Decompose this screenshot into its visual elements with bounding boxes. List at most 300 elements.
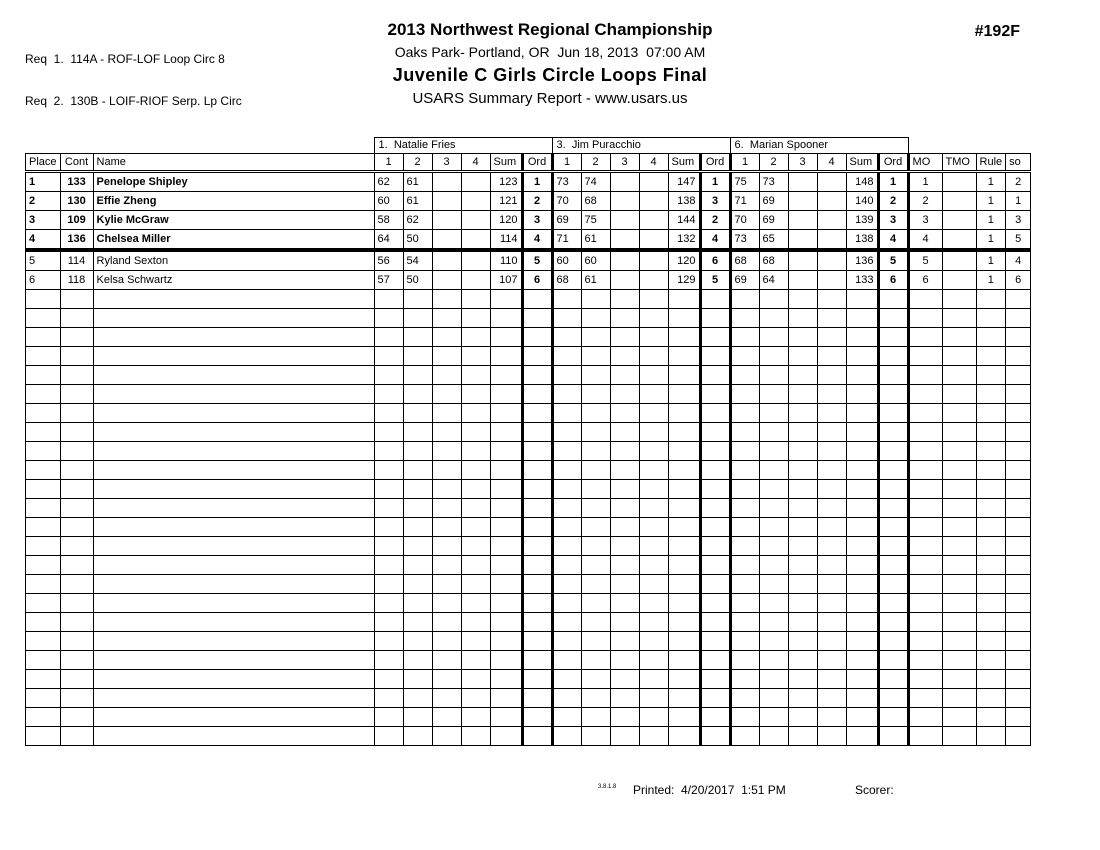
cell-score	[432, 309, 461, 328]
cell-score	[552, 689, 581, 708]
cell-tmo	[942, 250, 976, 271]
cell-rule	[976, 480, 1006, 499]
cell-score	[610, 328, 639, 347]
cell-score	[374, 689, 403, 708]
empty-row	[26, 366, 1031, 385]
cell-ord: 5	[878, 250, 908, 271]
cell-sum	[668, 309, 700, 328]
cell-name: Effie Zheng	[93, 192, 374, 211]
cell-sum	[490, 708, 522, 727]
cell-sum	[668, 594, 700, 613]
cell-sum	[668, 442, 700, 461]
cell-score: 61	[581, 271, 610, 290]
cell-sum	[668, 385, 700, 404]
cell-rule: 1	[976, 230, 1006, 251]
cell-score	[788, 708, 817, 727]
cell-ord	[878, 708, 908, 727]
cell-rule	[976, 670, 1006, 689]
cell-score	[552, 537, 581, 556]
cell-mo: 3	[908, 211, 942, 230]
cell-place	[26, 442, 61, 461]
cell-score	[374, 290, 403, 309]
cell-name	[93, 404, 374, 423]
cell-ord	[522, 556, 552, 575]
cell-score	[817, 575, 846, 594]
cell-score	[403, 594, 432, 613]
cell-score	[374, 404, 403, 423]
cell-ord	[700, 480, 730, 499]
cell-score	[432, 442, 461, 461]
cell-place: 2	[26, 192, 61, 211]
header-judge2-sum: Sum	[668, 154, 700, 172]
cell-ord	[878, 575, 908, 594]
cell-score	[759, 537, 788, 556]
header-judge2-2: 2	[581, 154, 610, 172]
cell-score	[403, 651, 432, 670]
cell-ord: 4	[700, 230, 730, 251]
cell-score	[581, 518, 610, 537]
empty-row	[26, 328, 1031, 347]
cell-score	[432, 499, 461, 518]
cell-sum	[846, 651, 878, 670]
cell-score	[730, 461, 759, 480]
cell-score	[730, 480, 759, 499]
cell-sum: 121	[490, 192, 522, 211]
empty-row	[26, 575, 1031, 594]
cell-score	[374, 480, 403, 499]
cell-cont	[60, 537, 93, 556]
cell-score	[759, 518, 788, 537]
cell-score	[817, 613, 846, 632]
cell-score	[610, 404, 639, 423]
cell-mo: 6	[908, 271, 942, 290]
cell-score	[374, 727, 403, 746]
cell-rule	[976, 385, 1006, 404]
cell-name	[93, 727, 374, 746]
cell-ord	[700, 404, 730, 423]
cell-place	[26, 499, 61, 518]
cell-score: 73	[552, 172, 581, 192]
cell-score	[730, 366, 759, 385]
cell-ord: 3	[522, 211, 552, 230]
cell-ord	[700, 442, 730, 461]
cell-sum	[846, 708, 878, 727]
header-judge3-4: 4	[817, 154, 846, 172]
cell-score	[552, 328, 581, 347]
cell-cont	[60, 442, 93, 461]
cell-sum	[668, 632, 700, 651]
cell-name	[93, 309, 374, 328]
cell-ord: 4	[522, 230, 552, 251]
cell-score	[817, 651, 846, 670]
cell-sum	[490, 366, 522, 385]
cell-cont: 133	[60, 172, 93, 192]
cell-sum	[490, 385, 522, 404]
cell-rule	[976, 556, 1006, 575]
cell-ord	[522, 708, 552, 727]
cell-score: 60	[581, 250, 610, 271]
cell-score	[730, 423, 759, 442]
cell-place: 6	[26, 271, 61, 290]
cell-ord: 5	[700, 271, 730, 290]
cell-score	[817, 404, 846, 423]
cell-mo: 1	[908, 172, 942, 192]
cell-score	[639, 347, 668, 366]
cell-score	[552, 404, 581, 423]
cell-mo	[908, 556, 942, 575]
cell-cont	[60, 461, 93, 480]
cell-sum	[668, 499, 700, 518]
cell-score	[432, 461, 461, 480]
cell-score	[581, 404, 610, 423]
cell-score	[610, 689, 639, 708]
cell-sum	[490, 575, 522, 594]
cell-score	[374, 613, 403, 632]
cell-score	[759, 385, 788, 404]
cell-score	[552, 461, 581, 480]
cell-ord	[522, 651, 552, 670]
cell-ord	[878, 689, 908, 708]
cell-place	[26, 556, 61, 575]
cell-score: 69	[552, 211, 581, 230]
cell-ord	[878, 404, 908, 423]
cell-sum	[490, 423, 522, 442]
cell-so	[1006, 537, 1031, 556]
cell-score	[788, 670, 817, 689]
cell-score	[432, 290, 461, 309]
cell-score	[788, 689, 817, 708]
cell-mo: 4	[908, 230, 942, 251]
cell-cont	[60, 575, 93, 594]
cell-name	[93, 651, 374, 670]
cell-mo	[908, 537, 942, 556]
cell-place	[26, 689, 61, 708]
cell-score	[759, 575, 788, 594]
cell-place: 4	[26, 230, 61, 251]
cell-score	[581, 594, 610, 613]
cell-so: 2	[1006, 172, 1031, 192]
cell-score	[639, 442, 668, 461]
empty-row	[26, 309, 1031, 328]
cell-ord	[878, 499, 908, 518]
cell-score	[374, 708, 403, 727]
cell-score	[552, 518, 581, 537]
cell-score	[610, 594, 639, 613]
cell-score	[581, 328, 610, 347]
cell-score	[788, 172, 817, 192]
cell-score	[610, 556, 639, 575]
cell-score	[403, 309, 432, 328]
cell-name	[93, 518, 374, 537]
cell-score	[639, 708, 668, 727]
cell-sum: 107	[490, 271, 522, 290]
cell-score	[374, 328, 403, 347]
cell-score	[403, 518, 432, 537]
cell-score	[374, 575, 403, 594]
cell-score	[461, 172, 490, 192]
cell-sum	[846, 404, 878, 423]
cell-ord	[878, 309, 908, 328]
cell-place	[26, 290, 61, 309]
cell-score	[374, 594, 403, 613]
cell-score	[581, 442, 610, 461]
cell-score	[461, 480, 490, 499]
cell-score	[403, 613, 432, 632]
cell-score	[759, 727, 788, 746]
cell-score	[403, 328, 432, 347]
cell-score	[461, 727, 490, 746]
cell-sum	[490, 556, 522, 575]
printed-timestamp: Printed: 4/20/2017 1:51 PM	[633, 783, 786, 797]
cell-score	[639, 328, 668, 347]
cell-score	[581, 461, 610, 480]
cell-sum	[846, 556, 878, 575]
cell-score	[759, 708, 788, 727]
cell-name	[93, 575, 374, 594]
cell-score	[788, 461, 817, 480]
empty-row	[26, 442, 1031, 461]
cell-score	[403, 670, 432, 689]
cell-mo	[908, 670, 942, 689]
cell-score	[374, 309, 403, 328]
cell-score	[788, 211, 817, 230]
cell-score	[581, 347, 610, 366]
cell-score	[581, 556, 610, 575]
cell-score	[581, 499, 610, 518]
cell-sum	[846, 309, 878, 328]
header-judge1-sum: Sum	[490, 154, 522, 172]
cell-ord	[700, 594, 730, 613]
cell-rule	[976, 423, 1006, 442]
cell-score	[730, 328, 759, 347]
cell-score	[461, 442, 490, 461]
cell-score	[759, 347, 788, 366]
cell-score	[759, 423, 788, 442]
cell-tmo	[942, 211, 976, 230]
cell-score	[817, 689, 846, 708]
cell-score	[639, 575, 668, 594]
cell-ord	[522, 480, 552, 499]
cell-tmo	[942, 230, 976, 251]
cell-score: 50	[403, 271, 432, 290]
cell-score	[461, 537, 490, 556]
cell-tmo	[942, 613, 976, 632]
cell-cont	[60, 290, 93, 309]
cell-mo	[908, 404, 942, 423]
cell-place: 5	[26, 250, 61, 271]
cell-score	[610, 211, 639, 230]
header-judge1-ord: Ord	[522, 154, 552, 172]
report-type-line: USARS Summary Report - www.usars.us	[412, 90, 688, 108]
cell-score: 75	[730, 172, 759, 192]
cell-sum	[846, 290, 878, 309]
cell-name	[93, 328, 374, 347]
cell-ord	[700, 423, 730, 442]
cell-score	[730, 442, 759, 461]
cell-sum	[490, 290, 522, 309]
cell-score	[759, 651, 788, 670]
cell-mo	[908, 385, 942, 404]
cell-sum	[846, 366, 878, 385]
cell-ord	[878, 727, 908, 746]
cell-score	[817, 366, 846, 385]
cell-ord	[878, 480, 908, 499]
cell-rule	[976, 575, 1006, 594]
cell-so	[1006, 689, 1031, 708]
cell-cont: 109	[60, 211, 93, 230]
cell-score	[432, 271, 461, 290]
cell-score	[581, 632, 610, 651]
cell-score: 62	[374, 172, 403, 192]
cell-score	[461, 575, 490, 594]
cell-mo	[908, 651, 942, 670]
cell-sum	[846, 423, 878, 442]
cell-score	[432, 250, 461, 271]
header-judge3-3: 3	[788, 154, 817, 172]
cell-cont	[60, 613, 93, 632]
cell-ord: 3	[878, 211, 908, 230]
title-block	[0, 20, 1100, 108]
cell-score	[817, 250, 846, 271]
cell-so	[1006, 499, 1031, 518]
cell-sum	[668, 708, 700, 727]
cell-score	[403, 347, 432, 366]
cell-score	[432, 172, 461, 192]
cell-score	[432, 347, 461, 366]
cell-score	[403, 689, 432, 708]
cell-name	[93, 670, 374, 689]
cell-sum	[490, 537, 522, 556]
cell-score	[374, 518, 403, 537]
cell-score	[639, 613, 668, 632]
cell-score	[581, 689, 610, 708]
cell-score	[817, 461, 846, 480]
cell-mo	[908, 689, 942, 708]
cell-sum	[668, 613, 700, 632]
cell-tmo	[942, 575, 976, 594]
cell-score	[432, 211, 461, 230]
cell-score	[552, 727, 581, 746]
cell-sum	[846, 385, 878, 404]
cell-ord: 2	[878, 192, 908, 211]
cell-score	[817, 385, 846, 404]
cell-sum	[490, 613, 522, 632]
cell-score	[759, 366, 788, 385]
cell-score	[817, 499, 846, 518]
cell-ord	[700, 632, 730, 651]
cell-score	[759, 689, 788, 708]
cell-score	[759, 404, 788, 423]
empty-row	[26, 461, 1031, 480]
cell-ord	[878, 442, 908, 461]
cell-cont	[60, 670, 93, 689]
cell-cont	[60, 309, 93, 328]
cell-score	[374, 537, 403, 556]
cell-so	[1006, 613, 1031, 632]
cell-sum	[846, 461, 878, 480]
cell-score	[639, 727, 668, 746]
cell-place	[26, 423, 61, 442]
cell-ord	[700, 290, 730, 309]
cell-sum	[668, 575, 700, 594]
cell-cont	[60, 480, 93, 499]
cell-place	[26, 575, 61, 594]
cell-score	[788, 594, 817, 613]
cell-score	[374, 347, 403, 366]
cell-score	[610, 230, 639, 251]
cell-score	[639, 518, 668, 537]
cell-sum: 120	[668, 250, 700, 271]
cell-score	[639, 366, 668, 385]
results-body	[26, 172, 1031, 746]
cell-score	[581, 708, 610, 727]
cell-ord	[878, 556, 908, 575]
cell-score	[817, 309, 846, 328]
cell-cont	[60, 708, 93, 727]
cell-score	[730, 632, 759, 651]
cell-score	[581, 575, 610, 594]
cell-name	[93, 347, 374, 366]
cell-score	[461, 404, 490, 423]
cell-ord	[700, 651, 730, 670]
cell-score	[432, 670, 461, 689]
event-number: #192F	[974, 23, 1020, 40]
cell-score: 69	[730, 271, 759, 290]
cell-score: 60	[374, 192, 403, 211]
cell-score	[581, 290, 610, 309]
cell-so	[1006, 328, 1031, 347]
cell-name	[93, 366, 374, 385]
header-judge1-1: 1	[374, 154, 403, 172]
footer	[25, 783, 1035, 803]
cell-sum	[846, 442, 878, 461]
cell-name	[93, 423, 374, 442]
cell-tmo	[942, 708, 976, 727]
cell-cont	[60, 632, 93, 651]
cell-mo	[908, 442, 942, 461]
cell-ord	[700, 727, 730, 746]
cell-sum	[668, 727, 700, 746]
cell-rule	[976, 404, 1006, 423]
cell-place	[26, 480, 61, 499]
cell-cont: 136	[60, 230, 93, 251]
cell-score	[610, 250, 639, 271]
cell-sum	[490, 347, 522, 366]
cell-score	[639, 271, 668, 290]
cell-score	[374, 670, 403, 689]
cell-score	[461, 556, 490, 575]
cell-tmo	[942, 518, 976, 537]
cell-sum	[846, 575, 878, 594]
cell-ord	[878, 461, 908, 480]
cell-cont	[60, 518, 93, 537]
cell-score	[730, 594, 759, 613]
cell-cont	[60, 689, 93, 708]
cell-score	[461, 271, 490, 290]
cell-score	[552, 423, 581, 442]
cell-score	[817, 442, 846, 461]
cell-ord	[700, 328, 730, 347]
cell-score	[432, 192, 461, 211]
cell-score	[403, 727, 432, 746]
cell-place	[26, 632, 61, 651]
cell-score	[817, 328, 846, 347]
cell-rule	[976, 328, 1006, 347]
cell-score	[788, 651, 817, 670]
header-judge1-3: 3	[432, 154, 461, 172]
cell-score	[552, 632, 581, 651]
header-judge2-1: 1	[552, 154, 581, 172]
